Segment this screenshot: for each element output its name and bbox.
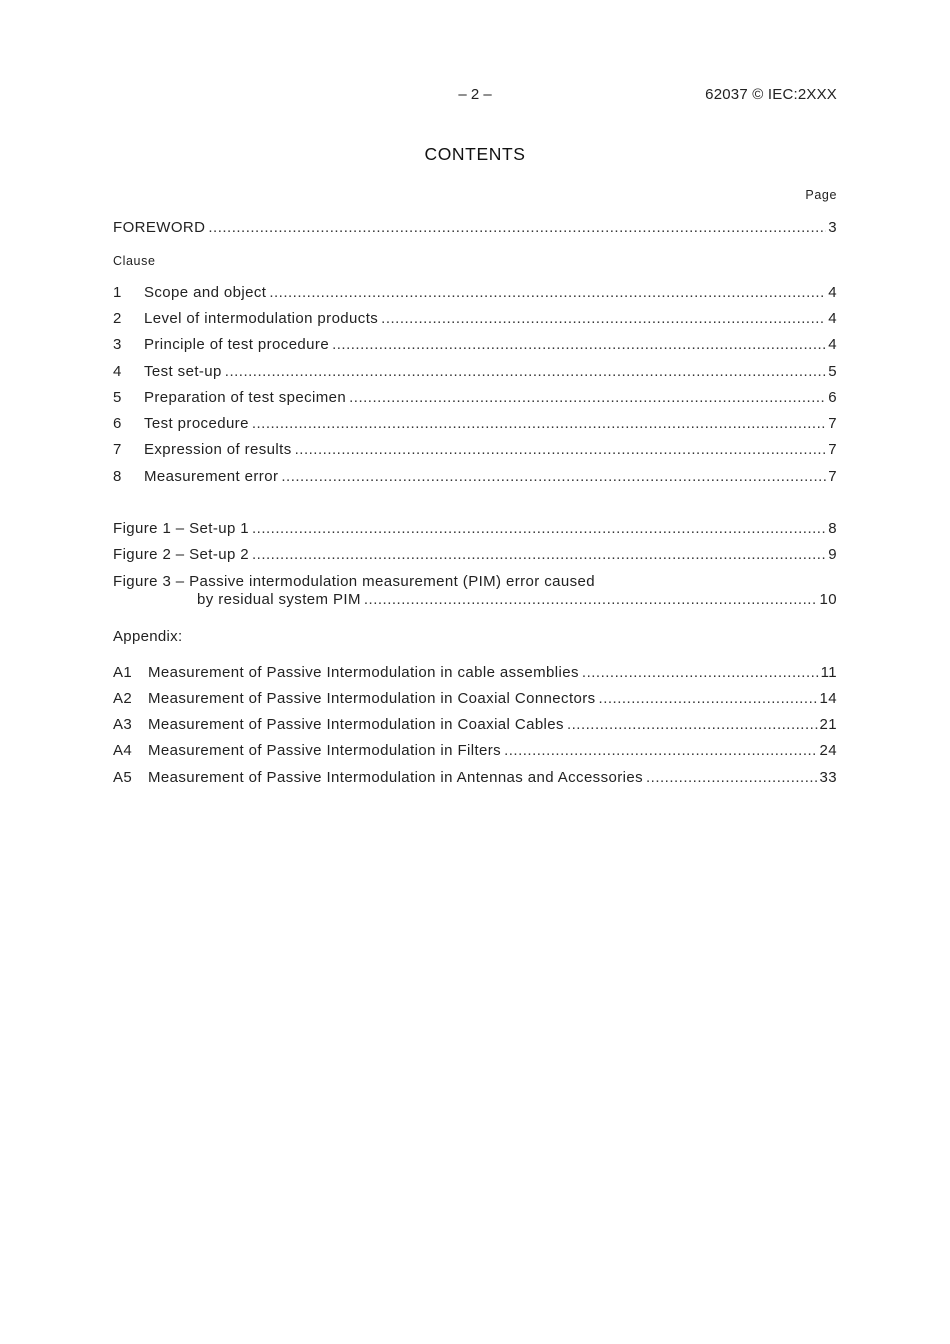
entry-page: 7 — [828, 415, 837, 432]
toc-entry-appendix-a4[interactable] — [113, 742, 837, 762]
entry-number: A4 — [113, 742, 133, 759]
entry-text: Measurement of Passive Intermodulation in Coaxial Cables — [148, 716, 564, 733]
entry-page: 24 — [819, 742, 837, 759]
entry-page: 3 — [828, 219, 837, 236]
dot-leader — [364, 591, 818, 608]
dot-leader — [269, 284, 826, 301]
toc-entry-clause-7[interactable] — [113, 441, 837, 461]
dot-leader — [281, 468, 826, 485]
entry-number: 1 — [113, 284, 122, 301]
entry-number: 4 — [113, 363, 122, 380]
entry-number: 5 — [113, 389, 122, 406]
page-column-label: Page — [805, 188, 837, 202]
toc-entry-foreword[interactable] — [113, 219, 837, 239]
dot-leader — [349, 389, 826, 406]
dot-leader — [381, 310, 826, 327]
entry-number: 2 — [113, 310, 122, 327]
dot-leader — [252, 546, 826, 563]
clause-label: Clause — [113, 254, 156, 268]
document-reference: 62037 © IEC:2XXX — [705, 86, 837, 103]
toc-entry-figure-3-line-1[interactable]: Figure 3 – Passive intermodulation measurement (PIM) error caused — [113, 573, 596, 590]
dot-leader — [599, 690, 818, 707]
toc-entry-appendix-a5[interactable] — [113, 769, 837, 789]
entry-page: 14 — [819, 690, 837, 707]
contents-title: CONTENTS — [424, 144, 526, 164]
toc-entry-appendix-a3[interactable] — [113, 716, 837, 736]
entry-page: 9 — [828, 546, 837, 563]
entry-text: Figure 1 – Set-up 1 — [113, 520, 250, 537]
dot-leader — [252, 415, 826, 432]
entry-number: 8 — [113, 468, 122, 485]
entry-number: A5 — [113, 769, 133, 786]
dot-leader — [646, 769, 818, 786]
entry-page: 7 — [828, 468, 837, 485]
entry-number: 6 — [113, 415, 122, 432]
entry-number: A1 — [113, 664, 133, 681]
page-number: – 2 – — [458, 86, 492, 103]
entry-page: 4 — [828, 284, 837, 301]
entry-number: A3 — [113, 716, 133, 733]
entry-page: 11 — [820, 664, 837, 681]
entry-text: Preparation of test specimen — [144, 389, 347, 406]
entry-text: Measurement of Passive Intermodulation in Antennas and Accessories — [148, 769, 643, 786]
toc-entry-figure-1[interactable] — [113, 520, 837, 540]
entry-number: A2 — [113, 690, 133, 707]
toc-entry-clause-2[interactable] — [113, 310, 837, 330]
dot-leader — [295, 441, 827, 458]
entry-number: 7 — [113, 441, 122, 458]
entry-text: Scope and object — [144, 284, 267, 301]
toc-entry-clause-1[interactable] — [113, 284, 837, 304]
dot-leader — [225, 363, 826, 380]
dot-leader — [567, 716, 818, 733]
entry-text: Expression of results — [144, 441, 292, 458]
entry-text: Level of intermodulation products — [144, 310, 379, 327]
entry-page: 10 — [819, 591, 837, 608]
entry-page: 4 — [828, 336, 837, 353]
entry-page: 21 — [819, 716, 837, 733]
entry-text: Measurement of Passive Intermodulation in cable assemblies — [148, 664, 579, 681]
entry-text: by residual system PIM — [197, 591, 361, 608]
entry-text: Principle of test procedure — [144, 336, 330, 353]
dot-leader — [504, 742, 817, 759]
toc-entry-appendix-a2[interactable] — [113, 690, 837, 710]
toc-entry-clause-3[interactable] — [113, 336, 837, 356]
entry-text: Measurement of Passive Intermodulation in Coaxial Connectors — [148, 690, 596, 707]
entry-page: 5 — [828, 363, 837, 380]
dot-leader — [582, 664, 819, 681]
toc-entry-clause-4[interactable] — [113, 363, 837, 383]
entry-number: 3 — [113, 336, 122, 353]
toc-entry-figure-2[interactable] — [113, 546, 837, 566]
entry-text: Test procedure — [144, 415, 249, 432]
dot-leader — [208, 219, 826, 236]
dot-leader — [252, 520, 826, 537]
toc-entry-clause-6[interactable] — [113, 415, 837, 435]
entry-text: FOREWORD — [113, 219, 206, 236]
toc-entry-figure-3-line-2[interactable] — [197, 591, 837, 611]
entry-page: 4 — [828, 310, 837, 327]
dot-leader — [332, 336, 826, 353]
entry-page: 8 — [828, 520, 837, 537]
toc-entry-appendix-a1[interactable] — [113, 664, 837, 684]
appendix-label: Appendix: — [113, 628, 183, 645]
entry-text: Figure 2 – Set-up 2 — [113, 546, 250, 563]
entry-page: 33 — [819, 769, 837, 786]
toc-entry-clause-5[interactable] — [113, 389, 837, 409]
entry-text: Measurement error — [144, 468, 279, 485]
entry-page: 7 — [828, 441, 837, 458]
entry-text: Test set-up — [144, 363, 222, 380]
toc-entry-clause-8[interactable] — [113, 468, 837, 488]
entry-text: Measurement of Passive Intermodulation in Filters — [148, 742, 502, 759]
entry-page: 6 — [828, 389, 837, 406]
